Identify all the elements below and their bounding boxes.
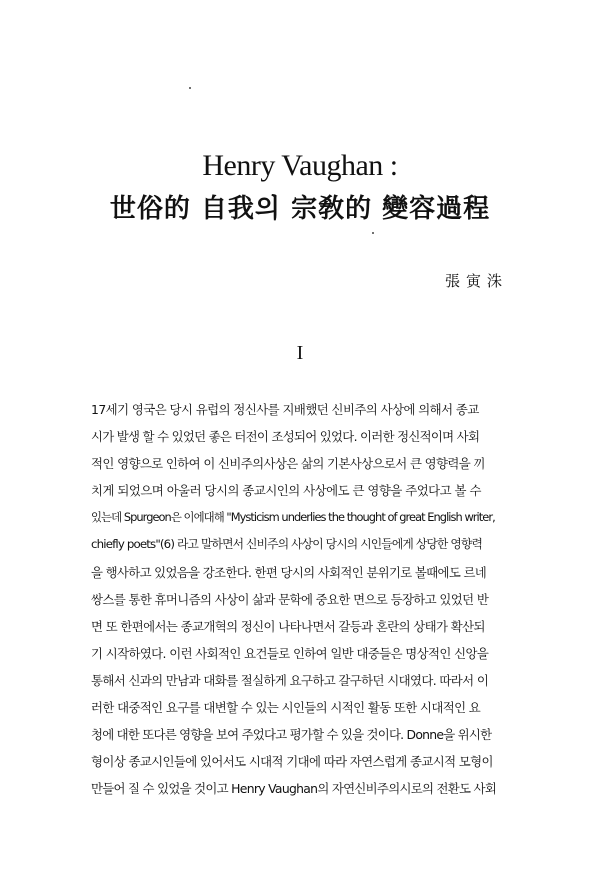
body-line: 쌍스를 통한 휴머니즘의 사상이 삶과 문학에 중요한 면으로 등장하고 있었던 반 [91, 591, 489, 607]
body-line: 17세기 영국은 당시 유럽의 정신사를 지배했던 신비주의 사상에 의해서 종교 [91, 402, 479, 417]
body-paragraph [91, 396, 511, 802]
article-title-korean: 世俗的 自我의 宗敎的 變容過程 [109, 194, 491, 224]
body-line: 통해서 신과의 만남과 대화를 절실하게 요구하고 갈구하던 시대였다. 따라서 이 [91, 672, 489, 688]
body-line: 러한 대중적인 요구를 대변할 수 있는 시인들의 시적인 활동 또한 시대적인 요 [91, 700, 481, 716]
body-line: 면 또 한편에서는 종교개혁의 정신이 나타나면서 갈등과 혼란의 상태가 확산되 [91, 618, 485, 634]
body-line: chiefly poets"(6) 라고 말하면서 신비주의 사상이 당시의 시인들에게 상당한 영향력 [91, 537, 483, 552]
body-line: 청에 대한 또다른 영향을 보여 주었다고 평가할 수 있을 것이다. Donne을 위시한 [91, 727, 492, 743]
scan-speck [372, 232, 374, 234]
section-number: I [296, 342, 304, 364]
body-line: 만들어 질 수 있었을 것이고 Henry Vaughan의 자연신비주의시로의 전환도 사회 [91, 781, 497, 797]
body-line: 형이상 종교시인들에 있어서도 시대적 기대에 따라 자연스럽게 종교시적 모형이 [91, 754, 493, 770]
article-title-english: Henry Vaughan : [202, 149, 398, 182]
body-line: 있는데 Spurgeon은 이에대해 "Mysticism underlies the thought of great English writer, [91, 510, 495, 525]
scan-speck [189, 87, 191, 89]
body-line: 시가 발생 할 수 있었던 좋은 터전이 조성되어 있었다. 이러한 정신적이며 사회 [91, 429, 480, 445]
body-line: 치게 되었으며 아울러 당시의 종교시인의 사상에도 큰 영향을 주었다고 볼 수 [91, 483, 481, 499]
body-line: 기 시작하였다. 이런 사회적인 요건들로 인하여 일반 대중들은 명상적인 신앙을 [91, 645, 489, 661]
body-line: 적인 영향으로 인하여 이 신비주의사상은 삶의 기본사상으로서 큰 영향력을 끼 [91, 456, 485, 472]
body-line: 을 행사하고 있었음을 강조한다. 한편 당시의 사회적인 분위기로 볼때에도 르네 [91, 564, 487, 580]
author-name: 張寅洙 [444, 272, 508, 290]
